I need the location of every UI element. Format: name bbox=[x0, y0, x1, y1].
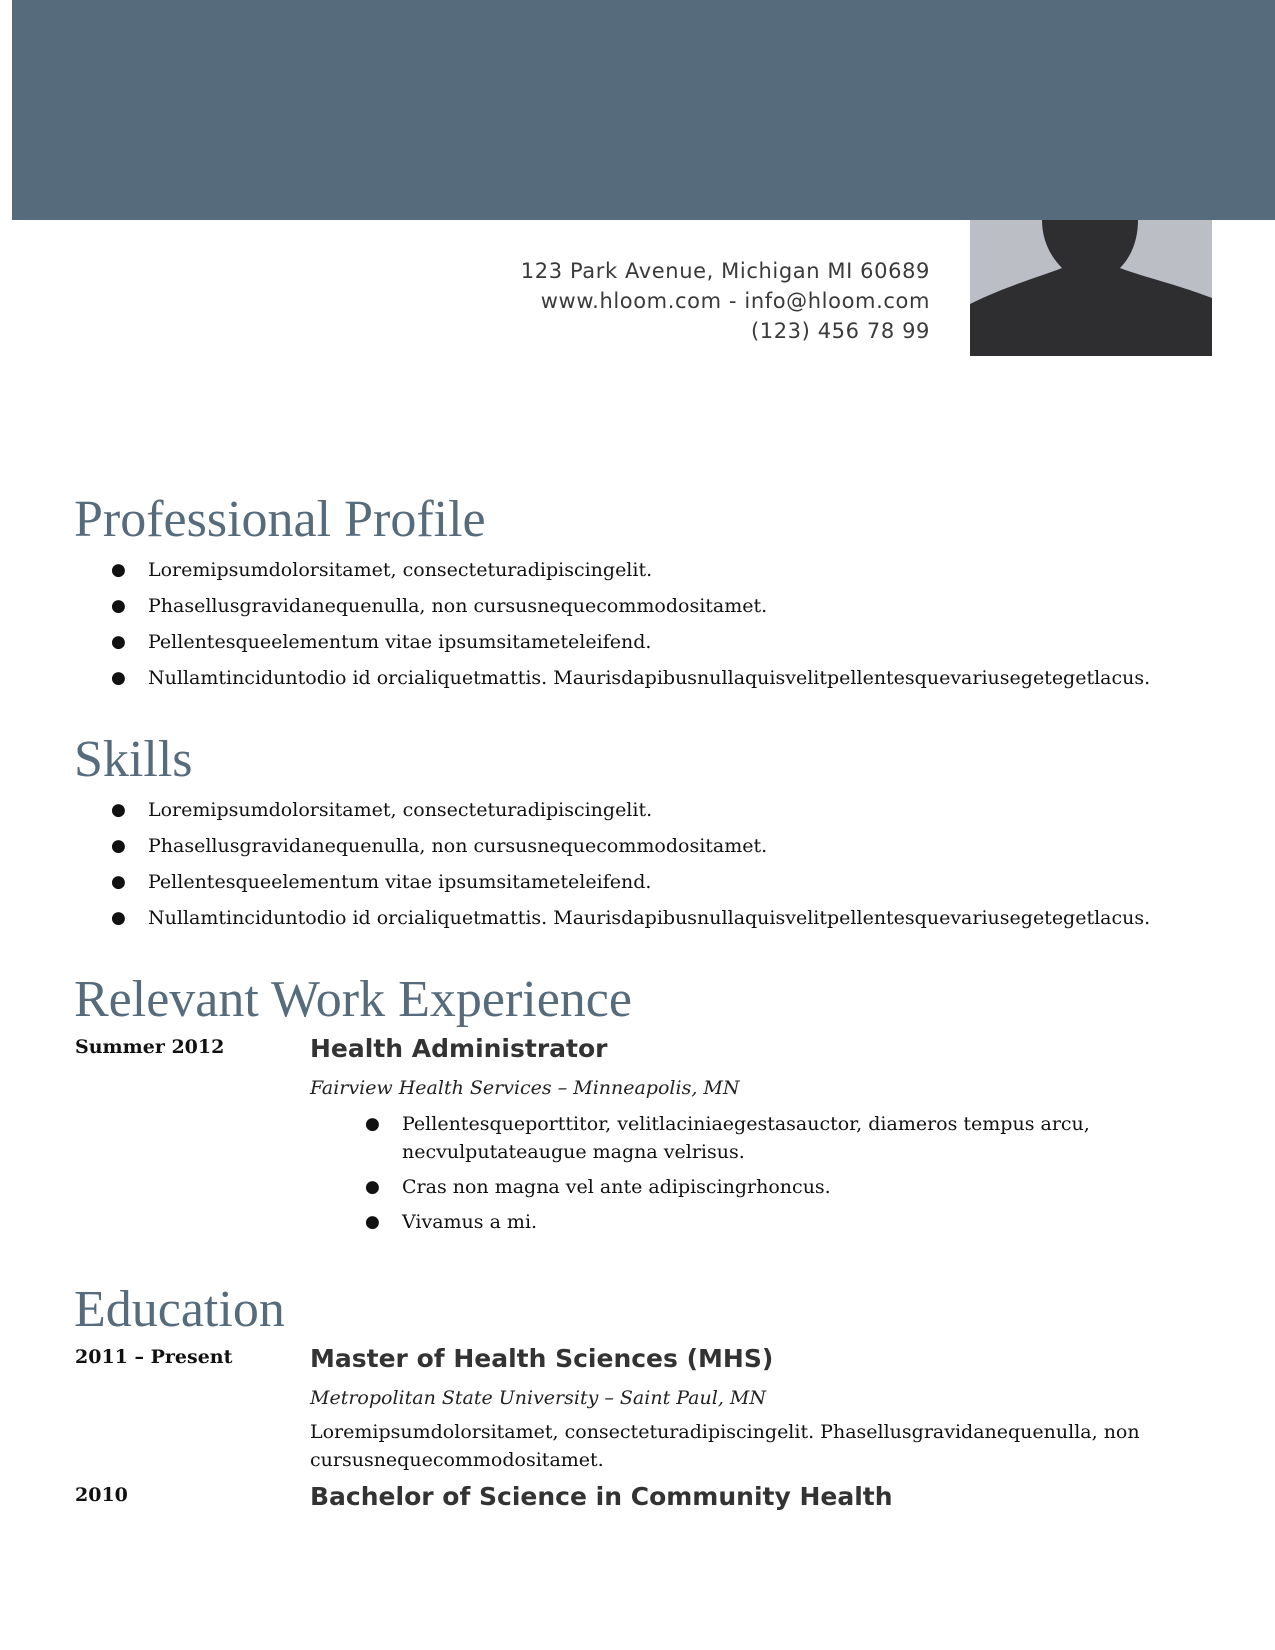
contact-web-email: www.hloom.com - info@hloom.com bbox=[540, 289, 930, 313]
list-item: ● Loremipsumdolorsitamet, consecteturadipiscingelit. bbox=[148, 552, 1150, 588]
bullet-icon: ● bbox=[111, 908, 126, 928]
bullet-icon: ● bbox=[365, 1177, 380, 1197]
bullet-icon: ● bbox=[111, 596, 126, 616]
section-title-experience: Relevant Work Experience bbox=[74, 971, 632, 1028]
list-item: ● Nullamtinciduntodio id orcialiquetmattis. Maurisdapibusnullaquisvelitpellentesquevariusegetegetlacus. bbox=[148, 660, 1150, 696]
list-item: ● Nullamtinciduntodio id orcialiquetmattis. Maurisdapibusnullaquisvelitpellentesquevariusegetegetlacus. bbox=[148, 900, 1150, 936]
job-bullets bbox=[365, 1110, 1122, 1243]
section-title-education: Education bbox=[74, 1281, 285, 1338]
bullet-icon: ● bbox=[111, 560, 126, 580]
job-date: Summer 2012 bbox=[75, 1036, 225, 1058]
profile-list bbox=[111, 552, 1151, 696]
bullet-icon: ● bbox=[111, 800, 126, 820]
section-title-skills: Skills bbox=[74, 731, 193, 788]
list-item: ● Phasellusgravidanequenulla, non cursusnequecommodositamet. bbox=[148, 588, 1150, 624]
bullet-icon: ● bbox=[111, 668, 126, 688]
bullet-icon: ● bbox=[111, 872, 126, 892]
education-date: 2011 – Present bbox=[75, 1346, 233, 1368]
skills-list bbox=[111, 792, 1151, 936]
list-item: ● Loremipsumdolorsitamet, consecteturadipiscingelit. bbox=[148, 792, 1150, 828]
bullet-icon: ● bbox=[365, 1114, 380, 1134]
education-date: 2010 bbox=[75, 1484, 128, 1506]
list-item: ● Cras non magna vel ante adipiscingrhoncus. bbox=[402, 1173, 1122, 1201]
degree-title: Bachelor of Science in Community Health bbox=[310, 1482, 893, 1511]
list-item: ● Phasellusgravidanequenulla, non cursusnequecommodositamet. bbox=[148, 828, 1150, 864]
header-band bbox=[12, 0, 1275, 220]
job-title: Health Administrator bbox=[310, 1034, 608, 1063]
person-silhouette-icon bbox=[970, 220, 1212, 356]
degree-title: Master of Health Sciences (MHS) bbox=[310, 1344, 774, 1373]
bullet-icon: ● bbox=[111, 836, 126, 856]
bullet-icon: ● bbox=[365, 1212, 380, 1232]
school-name: Metropolitan State University – Saint Paul, MN bbox=[310, 1387, 766, 1409]
contact-block bbox=[521, 256, 930, 346]
list-item: ● Vivamus a mi. bbox=[402, 1208, 1122, 1236]
section-title-profile: Professional Profile bbox=[74, 491, 486, 548]
job-org: Fairview Health Services – Minneapolis, MN bbox=[310, 1077, 740, 1099]
list-item: ● Pellentesqueelementum vitae ipsumsitameteleifend. bbox=[148, 624, 1150, 660]
list-item: ● Pellentesqueporttitor, velitlaciniaegestasauctor, diameros tempus arcu, necvulputateaugue magna velrisus. bbox=[402, 1110, 1122, 1166]
profile-photo bbox=[970, 220, 1212, 356]
contact-phone: (123) 456 78 99 bbox=[750, 319, 930, 343]
bullet-icon: ● bbox=[111, 632, 126, 652]
education-description: Loremipsumdolorsitamet, consecteturadipiscingelit. Phasellusgravidanequenulla, non cursusnequecommodositamet. bbox=[310, 1421, 1140, 1471]
contact-address: 123 Park Avenue, Michigan MI 60689 bbox=[520, 259, 930, 283]
list-item: ● Pellentesqueelementum vitae ipsumsitameteleifend. bbox=[148, 864, 1150, 900]
